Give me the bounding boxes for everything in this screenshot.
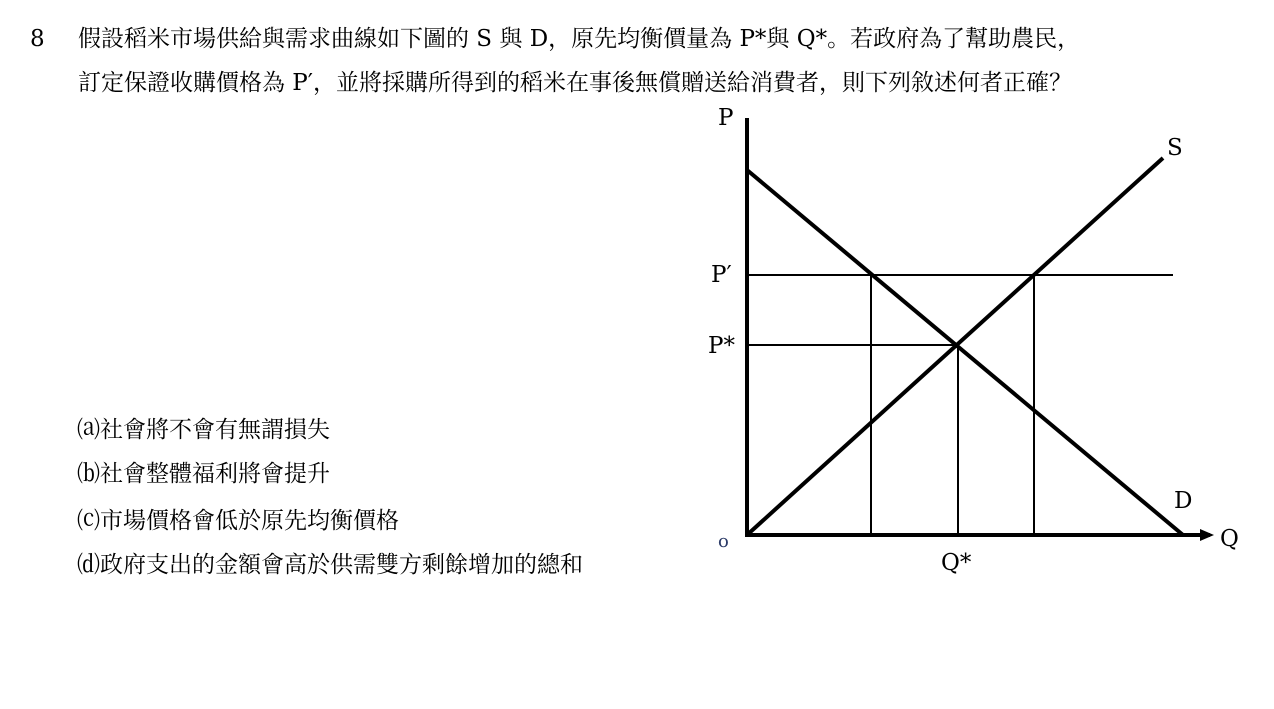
- option-a[interactable]: ⒜社會將不會有無謂損失: [77, 417, 330, 443]
- equilibrium-quantity-label: Q*: [941, 550, 972, 576]
- demand-curve: [747, 170, 1183, 535]
- support-price-label: P′: [711, 262, 732, 288]
- option-d[interactable]: ⒟政府支出的金額會高於供需雙方剩餘增加的總和: [77, 552, 583, 578]
- option-b[interactable]: ⒝社會整體福利將會提升: [77, 461, 330, 487]
- origin-label: o: [718, 531, 729, 552]
- x-axis-label: Q: [1220, 526, 1239, 552]
- supply-label: S: [1167, 135, 1183, 161]
- y-axis-label: P: [718, 105, 734, 131]
- question-text-line-2: 訂定保證收購價格為 P′，並將採購所得到的稻米在事後無償贈送給消費者，則下列敘述何者正確？: [78, 70, 1073, 96]
- equilibrium-price-label: P*: [708, 333, 735, 359]
- question-text-line-1: 假設稻米市場供給與需求曲線如下圖的 S 與 D，原先均衡價量為 P*與 Q*。若政府為了幫助農民，: [78, 26, 1081, 52]
- demand-label: D: [1174, 488, 1193, 514]
- option-c[interactable]: ⒞市場價格會低於原先均衡價格: [77, 508, 399, 534]
- question-number: 8: [30, 26, 45, 52]
- supply-curve: [747, 158, 1163, 535]
- x-axis-arrow: [1200, 529, 1214, 541]
